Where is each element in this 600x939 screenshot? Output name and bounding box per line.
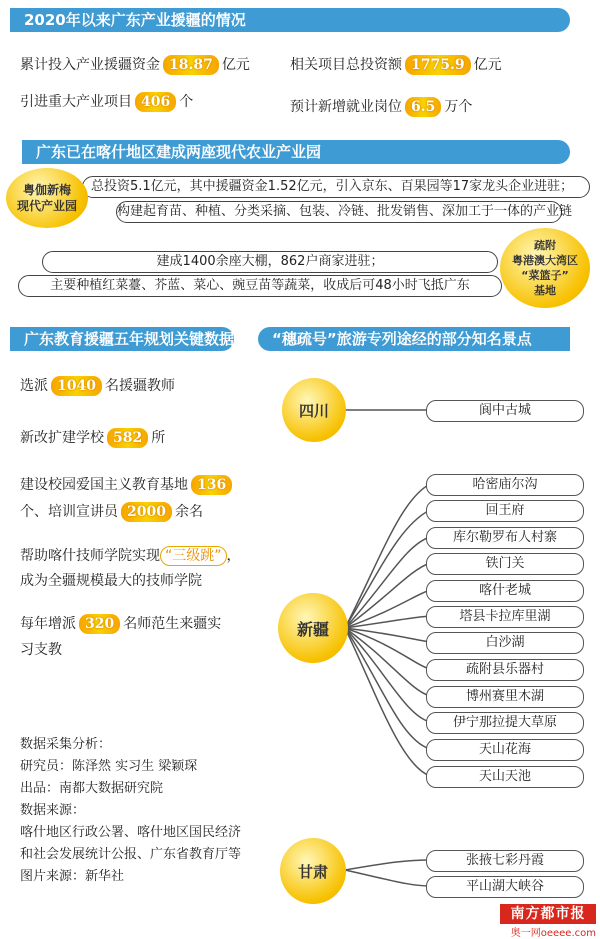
newspaper-logo: 南方都市报 (500, 904, 596, 924)
credits-l6: 和社会发展统计公报、广东省教育厅等 (20, 847, 242, 862)
park1-line1: 总投资5.1亿元，其中援疆资金1.52亿元，引入京东、百果园等17家龙头企业进驻； (82, 176, 590, 198)
spot-xj-7: 白沙湖 (426, 632, 584, 654)
section1-title: 2020年以来广东产业援疆的情况 (10, 8, 570, 32)
connector-3 (345, 537, 430, 628)
schools-value: 582 (107, 428, 148, 448)
spot-xj-10: 伊宁那拉提大草原 (426, 712, 584, 734)
connector-gansu-1 (345, 860, 430, 870)
spot-xj-5: 喀什老城 (426, 580, 584, 602)
connector-gansu-2 (345, 870, 430, 886)
spot-gs-2: 平山湖大峡谷 (426, 876, 584, 898)
three-jump-tag: “三级跳” (160, 546, 227, 566)
province-xinjiang: 新疆 (278, 593, 348, 663)
lecturers-stat: 个、培训宣讲员 2000 余名 (20, 504, 203, 520)
park1-badge: 粤伽新梅 现代产业园 (6, 168, 88, 228)
jobs-value: 6.5 (405, 97, 441, 117)
connector-10 (345, 628, 430, 722)
park2-line2: 主要种植红菜薹、芥蓝、菜心、豌豆苗等蔬菜，收成后可48小时飞抵广东 (18, 275, 502, 297)
park1-line2: 构建起育苗、种植、分类采摘、包装、冷链、批发销售、深加工于一体的产业链 (116, 201, 562, 223)
connector-9 (345, 628, 430, 696)
credits-l1: 数据采集分析： (20, 737, 112, 752)
college-stat: 帮助喀什技师学院实现 “三级跳” ， (20, 548, 241, 564)
spot-xj-2: 回王府 (426, 500, 584, 522)
spot-xj-6: 塔县卡拉库里湖 (426, 606, 584, 628)
credits-l7: 图片来源：新华社 (20, 869, 125, 884)
spot-xj-4: 铁门关 (426, 553, 584, 575)
bases-stat: 建设校园爱国主义教育基地 136 (20, 475, 235, 495)
spot-xj-9: 博州赛里木湖 (426, 686, 584, 708)
spot-xj-3: 库尔勒罗布人村寨 (426, 527, 584, 549)
credits-l3: 出品：南都大数据研究院 (20, 781, 164, 796)
projects-value: 406 (135, 92, 176, 112)
park2-line1: 建成1400余座大棚，862户商家进驻； (42, 251, 498, 273)
investment-stat: 相关项目总投资额 1775.9 亿元 (290, 57, 502, 73)
investment-value: 1775.9 (405, 55, 471, 75)
province-gansu: 甘肃 (280, 838, 346, 904)
teachers-stat: 选派 1040 名援疆教师 (20, 378, 175, 394)
students-stat: 每年增派 320 名师范生来疆实 (20, 616, 222, 632)
section4-title: “穗疏号”旅游专列途经的部分知名景点 (258, 327, 570, 351)
bases-value: 136 (191, 475, 232, 495)
section3-title: 广东教育援疆五年规划关键数据 (10, 327, 234, 351)
schools-stat: 新改扩建学校 582 所 (20, 430, 166, 446)
spot-langzhong: 阆中古城 (426, 400, 584, 422)
students-value: 320 (79, 614, 120, 634)
jobs-stat: 预计新增就业岗位 6.5 万个 (290, 99, 473, 115)
spot-gs-1: 张掖七彩丹霞 (426, 850, 584, 872)
lecturers-value: 2000 (121, 502, 172, 522)
credits-l4: 数据来源： (20, 803, 86, 818)
section2-title: 广东已在喀什地区建成两座现代农业产业园 (22, 140, 570, 164)
projects-stat: 引进重大产业项目 406 个 (20, 94, 194, 110)
spot-xj-12: 天山天池 (426, 766, 584, 788)
park2-badge: 疏附 粤港澳大湾区 “菜篮子” 基地 (500, 228, 590, 308)
fund-value: 18.87 (163, 55, 219, 75)
spot-xj-8: 疏附县乐器村 (426, 659, 584, 681)
province-sichuan: 四川 (282, 378, 346, 442)
students-line2: 习支教 (20, 642, 62, 658)
newspaper-logo-sub: 奥一网oeeee.com (510, 928, 596, 939)
spot-xj-1: 哈密庙尔沟 (426, 474, 584, 496)
connector-7 (345, 628, 430, 642)
fund-stat: 累计投入产业援疆资金 18.87 亿元 (20, 57, 250, 73)
teachers-value: 1040 (51, 376, 102, 396)
college-line2: 成为全疆规模最大的技师学院 (20, 573, 202, 589)
credits-l5: 喀什地区行政公署、喀什地区国民经济 (20, 825, 242, 840)
spot-xj-11: 天山花海 (426, 739, 584, 761)
credits-l2: 研究员：陈泽然 实习生 梁颖琛 (20, 759, 198, 774)
